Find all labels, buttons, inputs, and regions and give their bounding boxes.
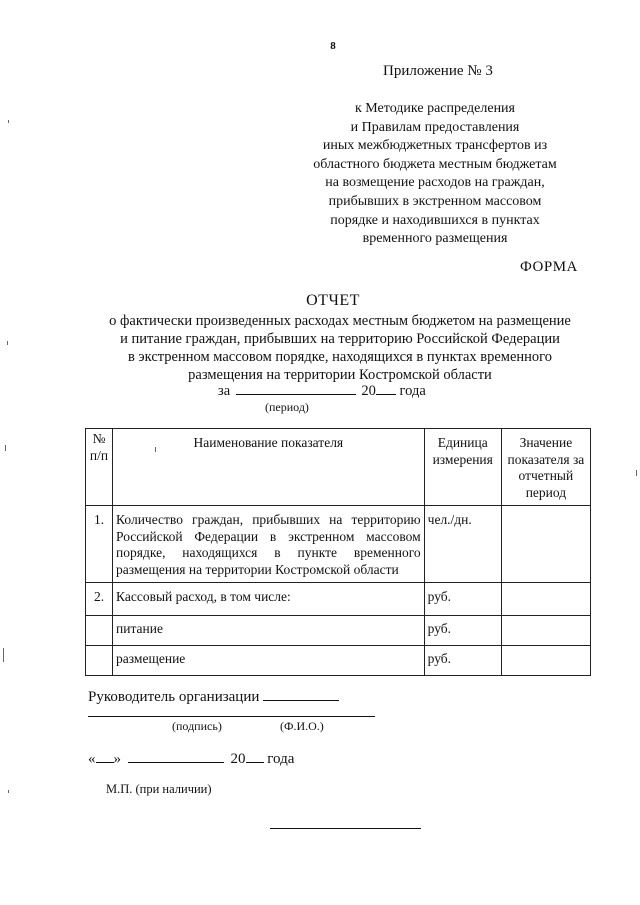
report-description-line: в экстренном массовом порядке, находящихся в пунктах временного [127, 349, 553, 365]
row-value [501, 506, 590, 583]
appendix-subtitle-line: порядке и находившихся в пунктах [330, 212, 540, 228]
row-unit: руб. [424, 616, 501, 646]
scan-speck [8, 120, 9, 123]
header-name: Наименование показателя [113, 429, 425, 506]
page-number: 8 [330, 40, 336, 52]
date-year: 20 [230, 751, 246, 767]
signature-line [88, 716, 375, 717]
report-description [60, 312, 620, 384]
form-label: ФОРМА [520, 259, 578, 275]
report-description-line: о фактически произведенных расходах местным бюджетом на размещение [109, 313, 571, 329]
appendix-subtitle-line: областного бюджета местным бюджетам [313, 156, 557, 172]
row-name: Количество граждан, прибывших на территорию Российской Федерации в экстренном массовом порядке, находящихся в пункте временного размещения на территории Костромской области [113, 506, 425, 583]
period-blank [236, 382, 356, 395]
head-blank [263, 688, 339, 701]
period-caption: (период) [265, 400, 309, 414]
period-line [218, 382, 426, 400]
report-title: ОТЧЕТ [306, 292, 360, 309]
appendix-subtitle-line: к Методике распределения [354, 101, 515, 116]
period-year: 20 [361, 383, 376, 399]
period-prefix: за [218, 383, 231, 399]
row-unit: руб. [424, 583, 501, 616]
bottom-line [270, 828, 421, 829]
row-name: Кассовый расход, в том числе: [113, 583, 425, 616]
period-year-blank [376, 382, 396, 395]
signature-caption: (подпись) [172, 719, 222, 733]
head-of-organization [88, 688, 339, 706]
date-month-blank [128, 750, 224, 763]
header-unit: Единица измерения [424, 429, 501, 506]
row-name: размещение [113, 646, 425, 676]
table-header-row [86, 429, 591, 506]
appendix-subtitle-line: прибывших в экстренном массовом [328, 193, 542, 209]
scan-speck [8, 790, 9, 793]
appendix-subtitle-line: и Правилам предоставления [350, 119, 520, 135]
scan-speck [3, 648, 4, 662]
report-table [85, 428, 591, 676]
date-year-blank [246, 750, 264, 763]
fio-caption: (Ф.И.О.) [280, 719, 324, 733]
row-value [501, 646, 590, 676]
appendix-subtitle-line: временного размещения [362, 231, 508, 247]
row-num [86, 646, 113, 676]
scan-speck [7, 341, 8, 345]
appendix-title: Приложение № 3 [383, 63, 493, 79]
head-label: Руководитель организации [88, 689, 260, 705]
scan-speck [155, 447, 156, 452]
appendix-subtitle [290, 100, 580, 249]
stamp-label: М.П. (при наличии) [106, 782, 212, 796]
header-value: Значение показателя за отчетный период [501, 429, 590, 506]
date-close-quote: » [113, 751, 121, 767]
date-suffix: года [267, 751, 295, 767]
table-row [86, 506, 591, 583]
scan-speck [5, 445, 6, 451]
date-open-quote: « [88, 751, 96, 767]
row-unit: руб. [424, 646, 501, 676]
scan-speck [636, 470, 637, 476]
report-description-line: и питание граждан, прибывших на территорию Российской Федерации [120, 331, 560, 347]
period-suffix: года [399, 383, 426, 399]
date-line [88, 750, 294, 768]
row-value [501, 616, 590, 646]
header-num: № п/п [86, 429, 113, 506]
row-num: 1. [86, 506, 113, 583]
row-unit: чел./дн. [424, 506, 501, 583]
date-day-blank [96, 750, 114, 763]
row-num: 2. [86, 583, 113, 616]
row-num [86, 616, 113, 646]
table-row [86, 583, 591, 616]
appendix-subtitle-line: на возмещение расходов на граждан, [325, 175, 545, 191]
table-row [86, 616, 591, 646]
appendix-subtitle-line: иных межбюджетных трансфертов из [322, 138, 548, 154]
row-name: питание [113, 616, 425, 646]
row-value [501, 583, 590, 616]
report-description-line: размещения на территории Костромской области [188, 367, 492, 383]
table-row [86, 646, 591, 676]
